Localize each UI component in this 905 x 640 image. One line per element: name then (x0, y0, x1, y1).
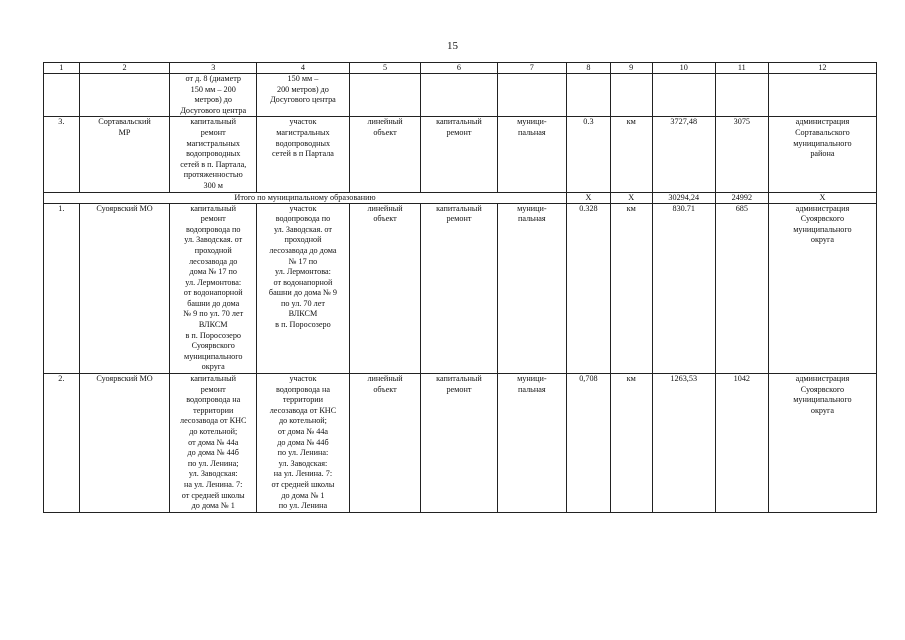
cell-ownership: муници- пальная (497, 203, 566, 374)
cell-object: участок магистральных водопроводных сетей в п Партала (257, 117, 350, 192)
cell-district: Суоярвский МО (79, 374, 170, 513)
cell-work-type: капитальный ремонт (421, 117, 497, 192)
column-number-row (44, 63, 877, 74)
page-number: 15 (447, 40, 458, 52)
cell-work-type (421, 74, 497, 117)
cell-cost: 830.71 (652, 203, 715, 374)
total-row (44, 192, 877, 203)
cell-cost: 1263,53 (652, 374, 715, 513)
cell-amount (567, 74, 611, 117)
cell-object-type (349, 74, 420, 117)
table-row (44, 74, 877, 117)
column-header: 8 (567, 63, 611, 74)
total-cost: 30294,24 (652, 192, 715, 203)
cell-customer: администрация Сортавальского муниципального района (768, 117, 876, 192)
cell-object: 150 мм – 200 метров) до Досугового центра (257, 74, 350, 117)
cell-amount: 0,708 (567, 374, 611, 513)
total-customer: X (768, 192, 876, 203)
column-header: 5 (349, 63, 420, 74)
cell-funds: 685 (715, 203, 768, 374)
cell-number (44, 74, 80, 117)
cell-ownership: муници- пальная (497, 374, 566, 513)
cell-work: капитальный ремонт водопровода на территории лесозавода от КНС до котельной; от дома № 44а до дома № 44б по ул. Ленина; ул. Заводская: на ул. Ленина. 7: от средней школы до дома № 1 (170, 374, 257, 513)
cell-customer: администрация Суоярвского муниципального округа (768, 203, 876, 374)
cell-ownership: муници- пальная (497, 117, 566, 192)
cell-amount: 0.328 (567, 203, 611, 374)
column-header: 7 (497, 63, 566, 74)
cell-work: от д. 8 (диаметр 150 мм – 200 метров) до Досугового центра (170, 74, 257, 117)
cell-unit: км (610, 203, 652, 374)
table-row (44, 117, 877, 192)
column-header: 12 (768, 63, 876, 74)
column-header: 10 (652, 63, 715, 74)
total-unit: X (610, 192, 652, 203)
cell-amount: 0.3 (567, 117, 611, 192)
column-header: 6 (421, 63, 497, 74)
cell-object: участок водопровода на территории лесозавода от КНС до котельной; от дома № 44а до дома № 44б по ул. Ленина: ул. Заводская: на ул. Ленина. 7: от средней школы до дома № 1 по ул. Ленина (257, 374, 350, 513)
cell-unit (610, 74, 652, 117)
cell-district (79, 74, 170, 117)
total-amount: X (567, 192, 611, 203)
cell-object-type: линейный объект (349, 374, 420, 513)
cell-work-type: капитальный ремонт (421, 203, 497, 374)
data-table (43, 62, 877, 513)
column-header: 3 (170, 63, 257, 74)
cell-cost (652, 74, 715, 117)
column-header: 4 (257, 63, 350, 74)
cell-funds: 1042 (715, 374, 768, 513)
cell-number: 1. (44, 203, 80, 374)
total-funds: 24992 (715, 192, 768, 203)
cell-customer (768, 74, 876, 117)
column-header: 2 (79, 63, 170, 74)
cell-object: участок водопровода по ул. Заводская. от проходной лесозавода до дома № 17 по ул. Лермонтова: от водонапорной башни до дома № 9 по ул. 70 лет ВЛКСМ в п. Поросозеро (257, 203, 350, 374)
table-row (44, 374, 877, 513)
cell-ownership (497, 74, 566, 117)
cell-number: 2. (44, 374, 80, 513)
cell-funds (715, 74, 768, 117)
cell-unit: км (610, 117, 652, 192)
column-header: 11 (715, 63, 768, 74)
cell-object-type: линейный объект (349, 203, 420, 374)
table-row (44, 203, 877, 374)
column-header: 9 (610, 63, 652, 74)
cell-work: капитальный ремонт водопровода по ул. Заводская. от проходной лесозавода до дома № 17 по ул. Лермонтова: от водонапорной башни до дома № 9 по ул. 70 лет ВЛКСМ в п. Поросозеро Суоярвского муниципального округа (170, 203, 257, 374)
cell-funds: 3075 (715, 117, 768, 192)
cell-unit: км (610, 374, 652, 513)
cell-number: 3. (44, 117, 80, 192)
cell-object-type: линейный объект (349, 117, 420, 192)
cell-customer: администрация Суоярвского муниципального округа (768, 374, 876, 513)
column-header: 1 (44, 63, 80, 74)
cell-district: Суоярвский МО (79, 203, 170, 374)
cell-work-type: капитальный ремонт (421, 374, 497, 513)
cell-cost: 3727,48 (652, 117, 715, 192)
total-label: Итого по муниципальному образованию (44, 192, 567, 203)
cell-district: Сортавальский МР (79, 117, 170, 192)
cell-work: капитальный ремонт магистральных водопроводных сетей в п. Партала, протяженностью 300 м (170, 117, 257, 192)
